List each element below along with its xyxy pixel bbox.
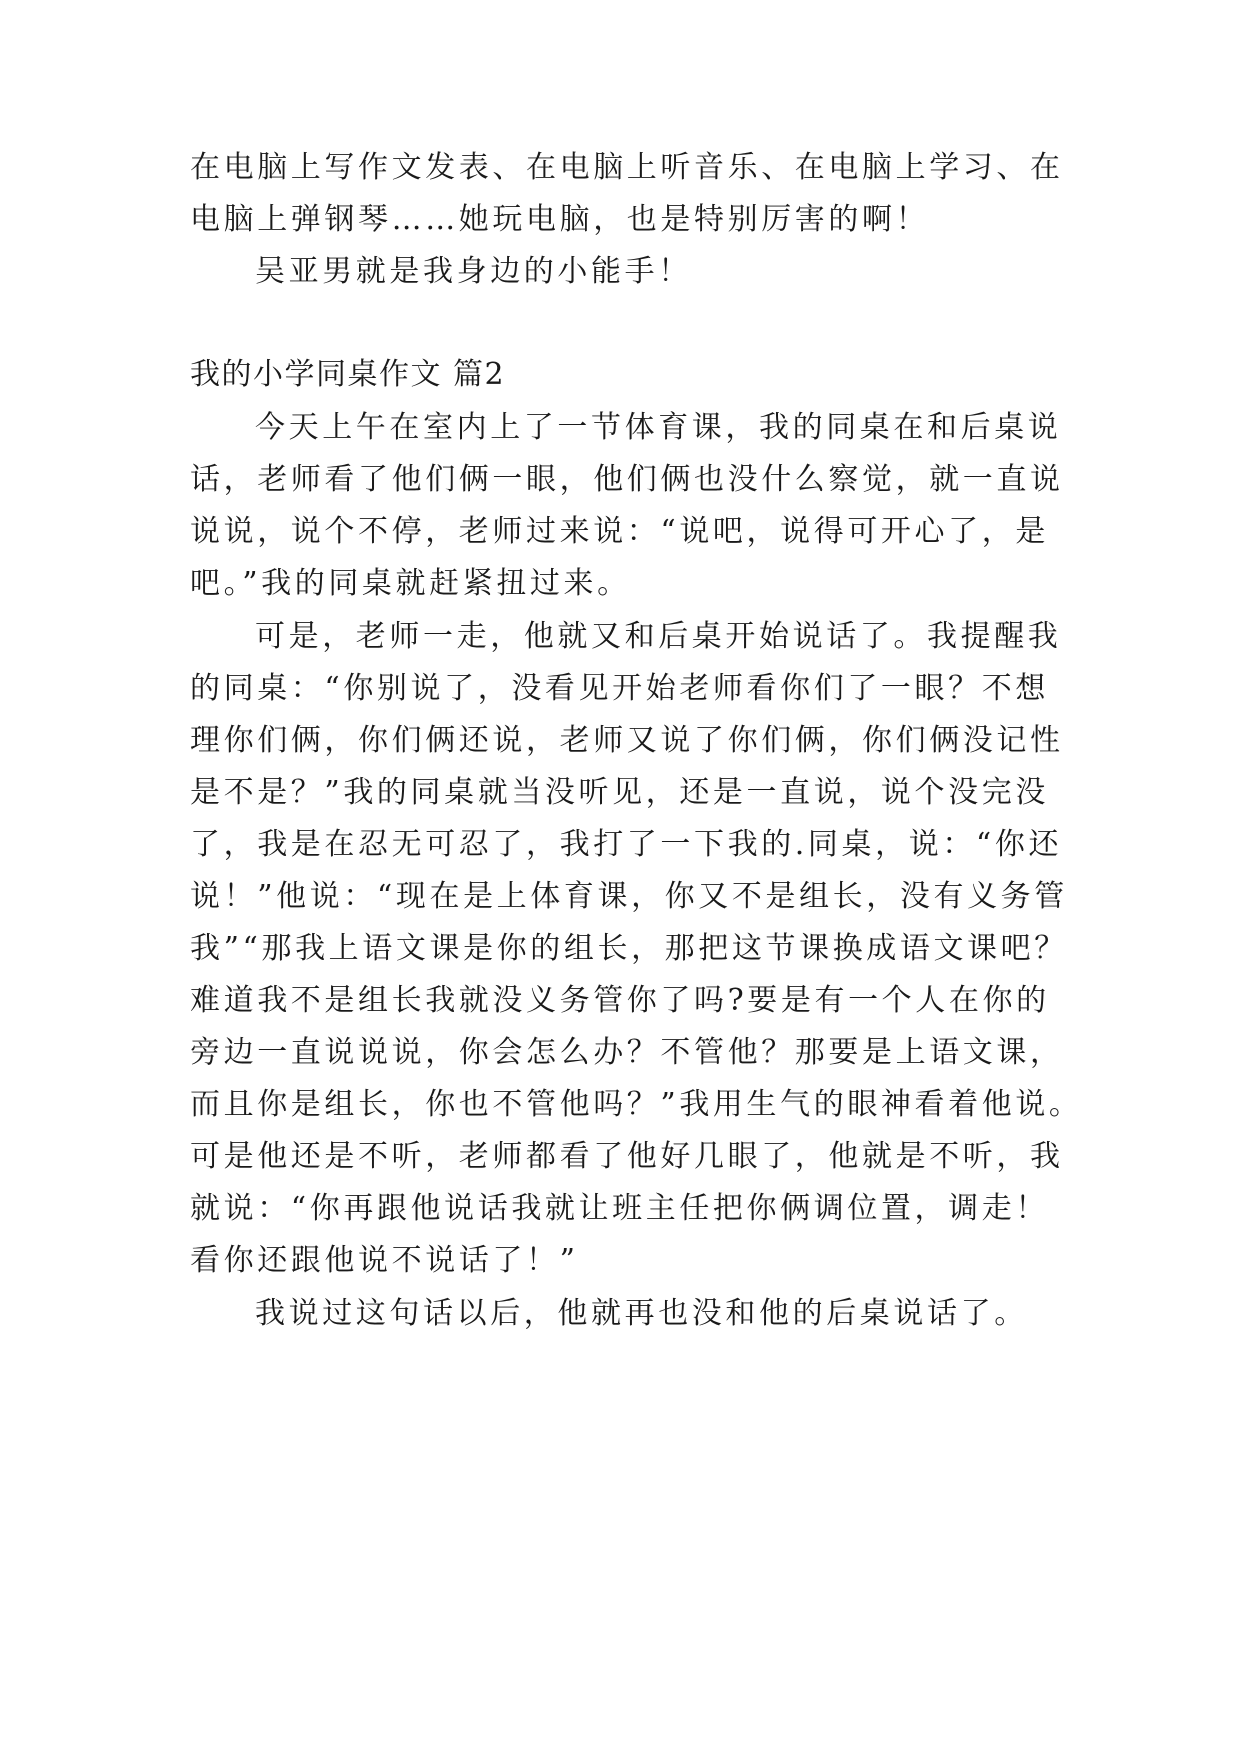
text-line: 而且你是组长，你也不管他吗？”我用生气的眼神看着他说。 — [190, 1087, 1083, 1122]
text-line: 可是他还是不听，老师都看了他好几眼了，他就是不听，我 — [190, 1139, 1064, 1174]
text-line: 难道我不是组长我就没义务管你了吗?要是有一个人在你的 — [190, 983, 1050, 1018]
section-heading: 我的小学同桌作文 篇2 — [190, 357, 506, 392]
text-line: 我”“那我上语文课是你的组长，那把这节课换成语文课吧？ — [190, 931, 1068, 966]
paragraph-line: 今天上午在室内上了一节体育课，我的同桌在和后桌说 — [255, 410, 1062, 445]
text-line: 话，老师看了他们俩一眼，他们俩也没什么察觉，就一直说 — [190, 462, 1064, 497]
text-line: 说！”他说：“现在是上体育课，你又不是组长，没有义务管 — [190, 879, 1068, 914]
paragraph-line: 可是，老师一走，他就又和后桌开始说话了。我提醒我 — [255, 619, 1062, 654]
text-line: 旁边一直说说说，你会怎么办？不管他？那要是上语文课， — [190, 1035, 1064, 1070]
text-line: 理你们俩，你们俩还说，老师又说了你们俩，你们俩没记性 — [190, 723, 1064, 758]
text-line: 了，我是在忍无可忍了，我打了一下我的.同桌，说：“你还 — [190, 827, 1063, 862]
text-line: 是不是？”我的同桌就当没听见，还是一直说，说个没完没 — [190, 775, 1049, 810]
paragraph-line: 我说过这句话以后，他就再也没和他的后桌说话了。 — [255, 1296, 1028, 1331]
text-line: 就说：“你再跟他说话我就让班主任把你俩调位置，调走！ — [190, 1191, 1049, 1226]
text-line: 看你还跟他说不说话了！” — [190, 1243, 579, 1278]
paragraph-line: 吴亚男就是我身边的小能手！ — [255, 254, 692, 289]
text-line: 的同桌：“你别说了，没看见开始老师看你们了一眼？不想 — [190, 671, 1049, 706]
text-line: 吧。”我的同桌就赶紧扭过来。 — [190, 566, 631, 601]
text-line: 在电脑上写作文发表、在电脑上听音乐、在电脑上学习、在 — [190, 150, 1064, 185]
text-line: 电脑上弹钢琴……她玩电脑，也是特别厉害的啊！ — [190, 202, 930, 237]
text-line: 说说，说个不停，老师过来说：“说吧，说得可开心了，是 — [190, 514, 1049, 549]
